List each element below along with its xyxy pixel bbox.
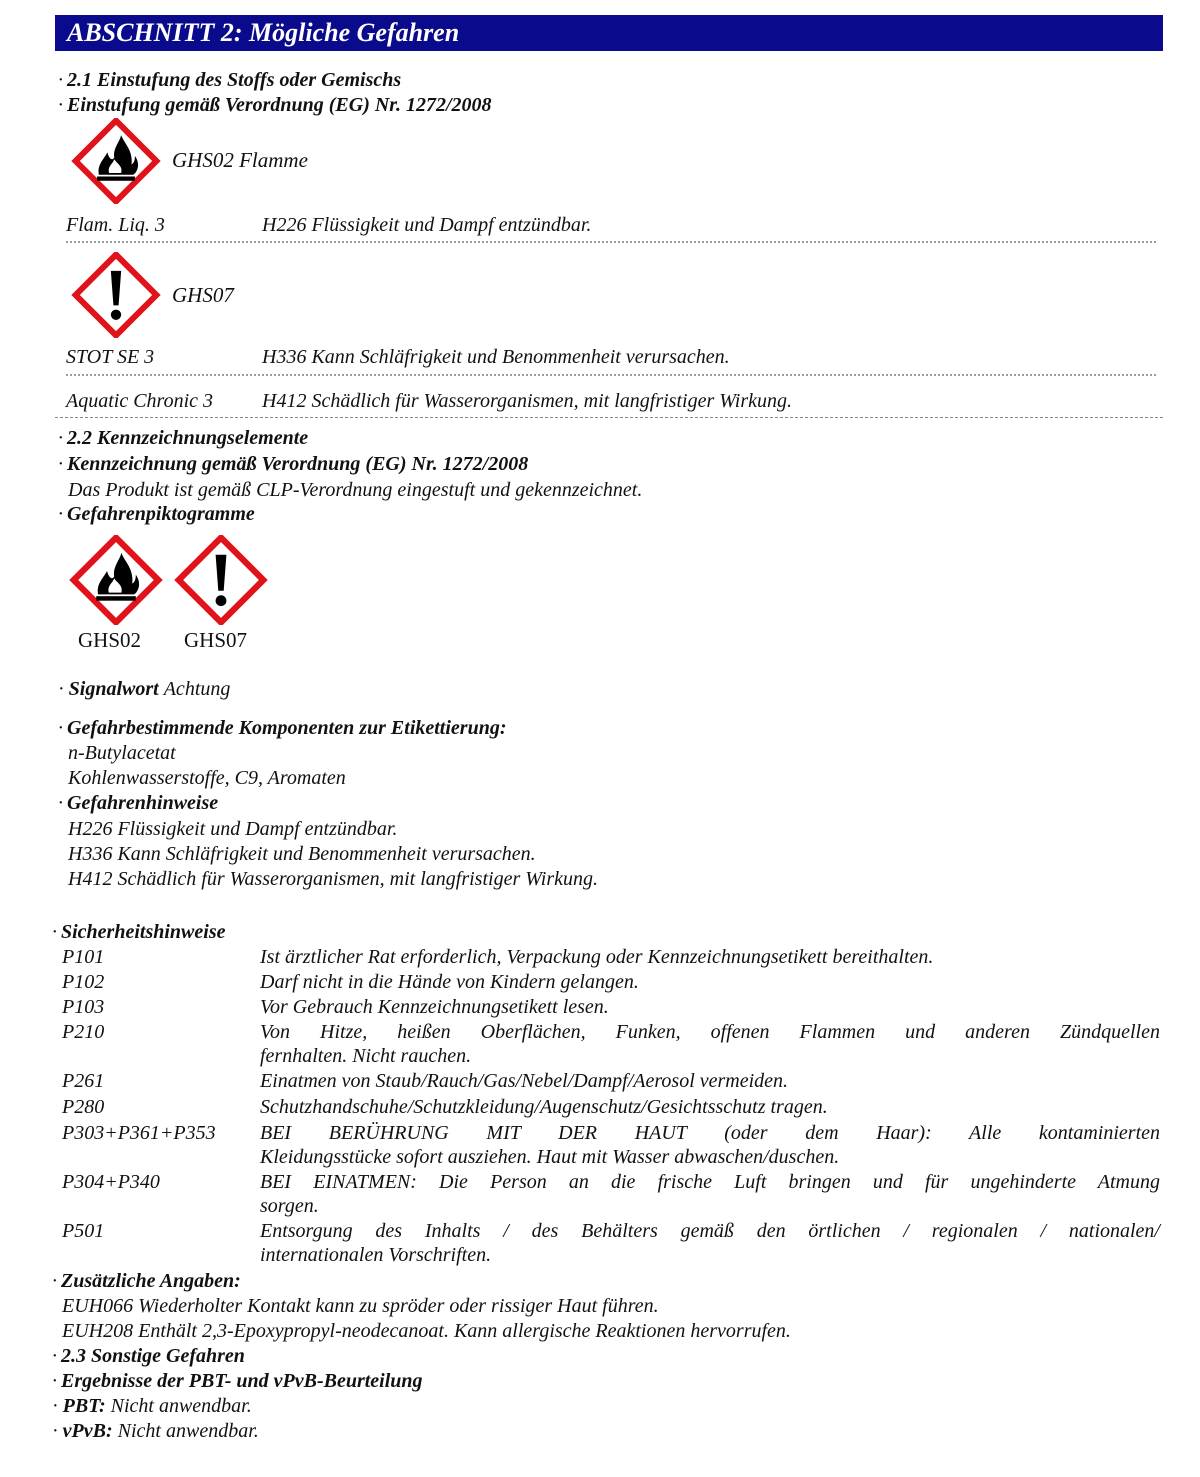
hinweis: H336 Kann Schläfrigkeit und Benommenheit verursachen.: [68, 843, 536, 865]
s23-subtitle: · Ergebnisse der PBT- und vPvB-Beurteilung: [52, 1370, 423, 1392]
sicherheit-title: · Sicherheitshinweise: [52, 921, 226, 943]
divider: [66, 241, 1156, 243]
hazard-h412: H412 Schädlich für Wasserorganismen, mit langfristiger Wirkung.: [262, 390, 792, 412]
p-code: P280: [62, 1096, 105, 1118]
komponente: n-Butylacetat: [68, 742, 176, 764]
picto-ghs07-caption: GHS07: [184, 628, 248, 652]
ghs02-flame-icon: [68, 118, 164, 204]
ghs07-exclamation-icon: [68, 252, 164, 338]
p-code: P102: [62, 971, 105, 993]
p-text: Vor Gebrauch Kennzeichnungsetikett lesen.: [260, 996, 609, 1018]
vpvb-row: · vPvB: Nicht anwendbar.: [52, 1420, 259, 1442]
section-divider: [55, 417, 1163, 418]
hinweis: H226 Flüssigkeit und Dampf entzündbar.: [68, 818, 398, 840]
p-text: Darf nicht in die Hände von Kindern gelangen.: [260, 971, 639, 993]
p-text: Von Hitze, heißen Oberflächen, Funken, offenen Flammen und anderen Zündquellen: [260, 1021, 1160, 1043]
p-text: Entsorgung des Inhalts / des Behälters gemäß den örtlichen / regionalen / nationalen/: [260, 1220, 1160, 1242]
p-text-cont: internationalen Vorschriften.: [260, 1244, 492, 1266]
section-header: [55, 15, 1163, 51]
p-text: Ist ärztlicher Rat erforderlich, Verpackung oder Kennzeichnungsetikett bereithalten.: [260, 946, 934, 968]
ghs07-label: GHS07: [172, 283, 234, 307]
p-code: P304+P340: [62, 1171, 160, 1193]
p-text: BEI EINATMEN: Die Person an die frische Luft bringen und für ungehinderte Atmung: [260, 1171, 1160, 1193]
hinweise-title: · Gefahrenhinweise: [58, 792, 219, 814]
komponente: Kohlenwasserstoffe, C9, Aromaten: [68, 767, 346, 789]
section-title: ABSCHNITT 2: Mögliche Gefahren: [67, 18, 460, 47]
komponenten-title: · Gefahrbestimmende Komponenten zur Etikettierung:: [58, 717, 507, 739]
hinweis: H412 Schädlich für Wasserorganismen, mit langfristiger Wirkung.: [68, 868, 598, 890]
s22-subtitle: · Kennzeichnung gemäß Verordnung (EG) Nr. 1272/2008: [58, 453, 529, 475]
p-text-cont: sorgen.: [260, 1195, 319, 1217]
hazard-h336: H336 Kann Schläfrigkeit und Benommenheit verursachen.: [262, 346, 730, 368]
p-code: P210: [62, 1021, 105, 1043]
p-code: P261: [62, 1070, 105, 1092]
s22-note: Das Produkt ist gemäß CLP-Verordnung eingestuft und gekennzeichnet.: [68, 479, 643, 501]
picto-ghs02-flame-icon: [68, 535, 164, 625]
s21-title: · 2.1 Einstufung des Stoffs oder Gemischs: [58, 69, 402, 91]
class-flam-liq: Flam. Liq. 3: [66, 214, 165, 236]
pbt-row: · PBT: Nicht anwendbar.: [52, 1395, 252, 1417]
p-code: P501: [62, 1220, 105, 1242]
class-stot: STOT SE 3: [66, 346, 155, 368]
s23-title: · 2.3 Sonstige Gefahren: [52, 1345, 245, 1367]
signalwort: · Signalwort Achtung: [58, 678, 231, 700]
p-code: P103: [62, 996, 105, 1018]
p-code: P101: [62, 946, 105, 968]
zusatz-item: EUH066 Wiederholter Kontakt kann zu spröder oder rissiger Haut führen.: [62, 1295, 659, 1317]
p-text: Schutzhandschuhe/Schutzkleidung/Augenschutz/Gesichtsschutz tragen.: [260, 1096, 828, 1118]
zusatz-title: · Zusätzliche Angaben:: [52, 1270, 241, 1292]
p-code: P303+P361+P353: [62, 1122, 216, 1144]
p-text-cont: fernhalten. Nicht rauchen.: [260, 1045, 472, 1067]
class-aquatic: Aquatic Chronic 3: [66, 390, 214, 412]
s22-title: · 2.2 Kennzeichnungselemente: [58, 427, 309, 449]
picto-title: · Gefahrenpiktogramme: [58, 503, 255, 525]
ghs02-label: GHS02 Flamme: [172, 148, 308, 172]
picto-ghs07-exclamation-icon: [173, 535, 269, 625]
s21-subtitle: · Einstufung gemäß Verordnung (EG) Nr. 1272/2008: [58, 94, 492, 116]
p-text: Einatmen von Staub/Rauch/Gas/Nebel/Dampf/Aerosol vermeiden.: [260, 1070, 789, 1092]
zusatz-item: EUH208 Enthält 2,3-Epoxypropyl-neodecanoat. Kann allergische Reaktionen hervorrufen.: [62, 1320, 791, 1342]
picto-ghs02-caption: GHS02: [78, 628, 142, 652]
hazard-h226: H226 Flüssigkeit und Dampf entzündbar.: [262, 214, 592, 236]
divider: [66, 374, 1156, 376]
p-text-cont: Kleidungsstücke sofort ausziehen. Haut mit Wasser abwaschen/duschen.: [260, 1146, 840, 1168]
p-text: BEI BERÜHRUNG MIT DER HAUT (oder dem Haar): Alle kontaminierten: [260, 1122, 1160, 1144]
